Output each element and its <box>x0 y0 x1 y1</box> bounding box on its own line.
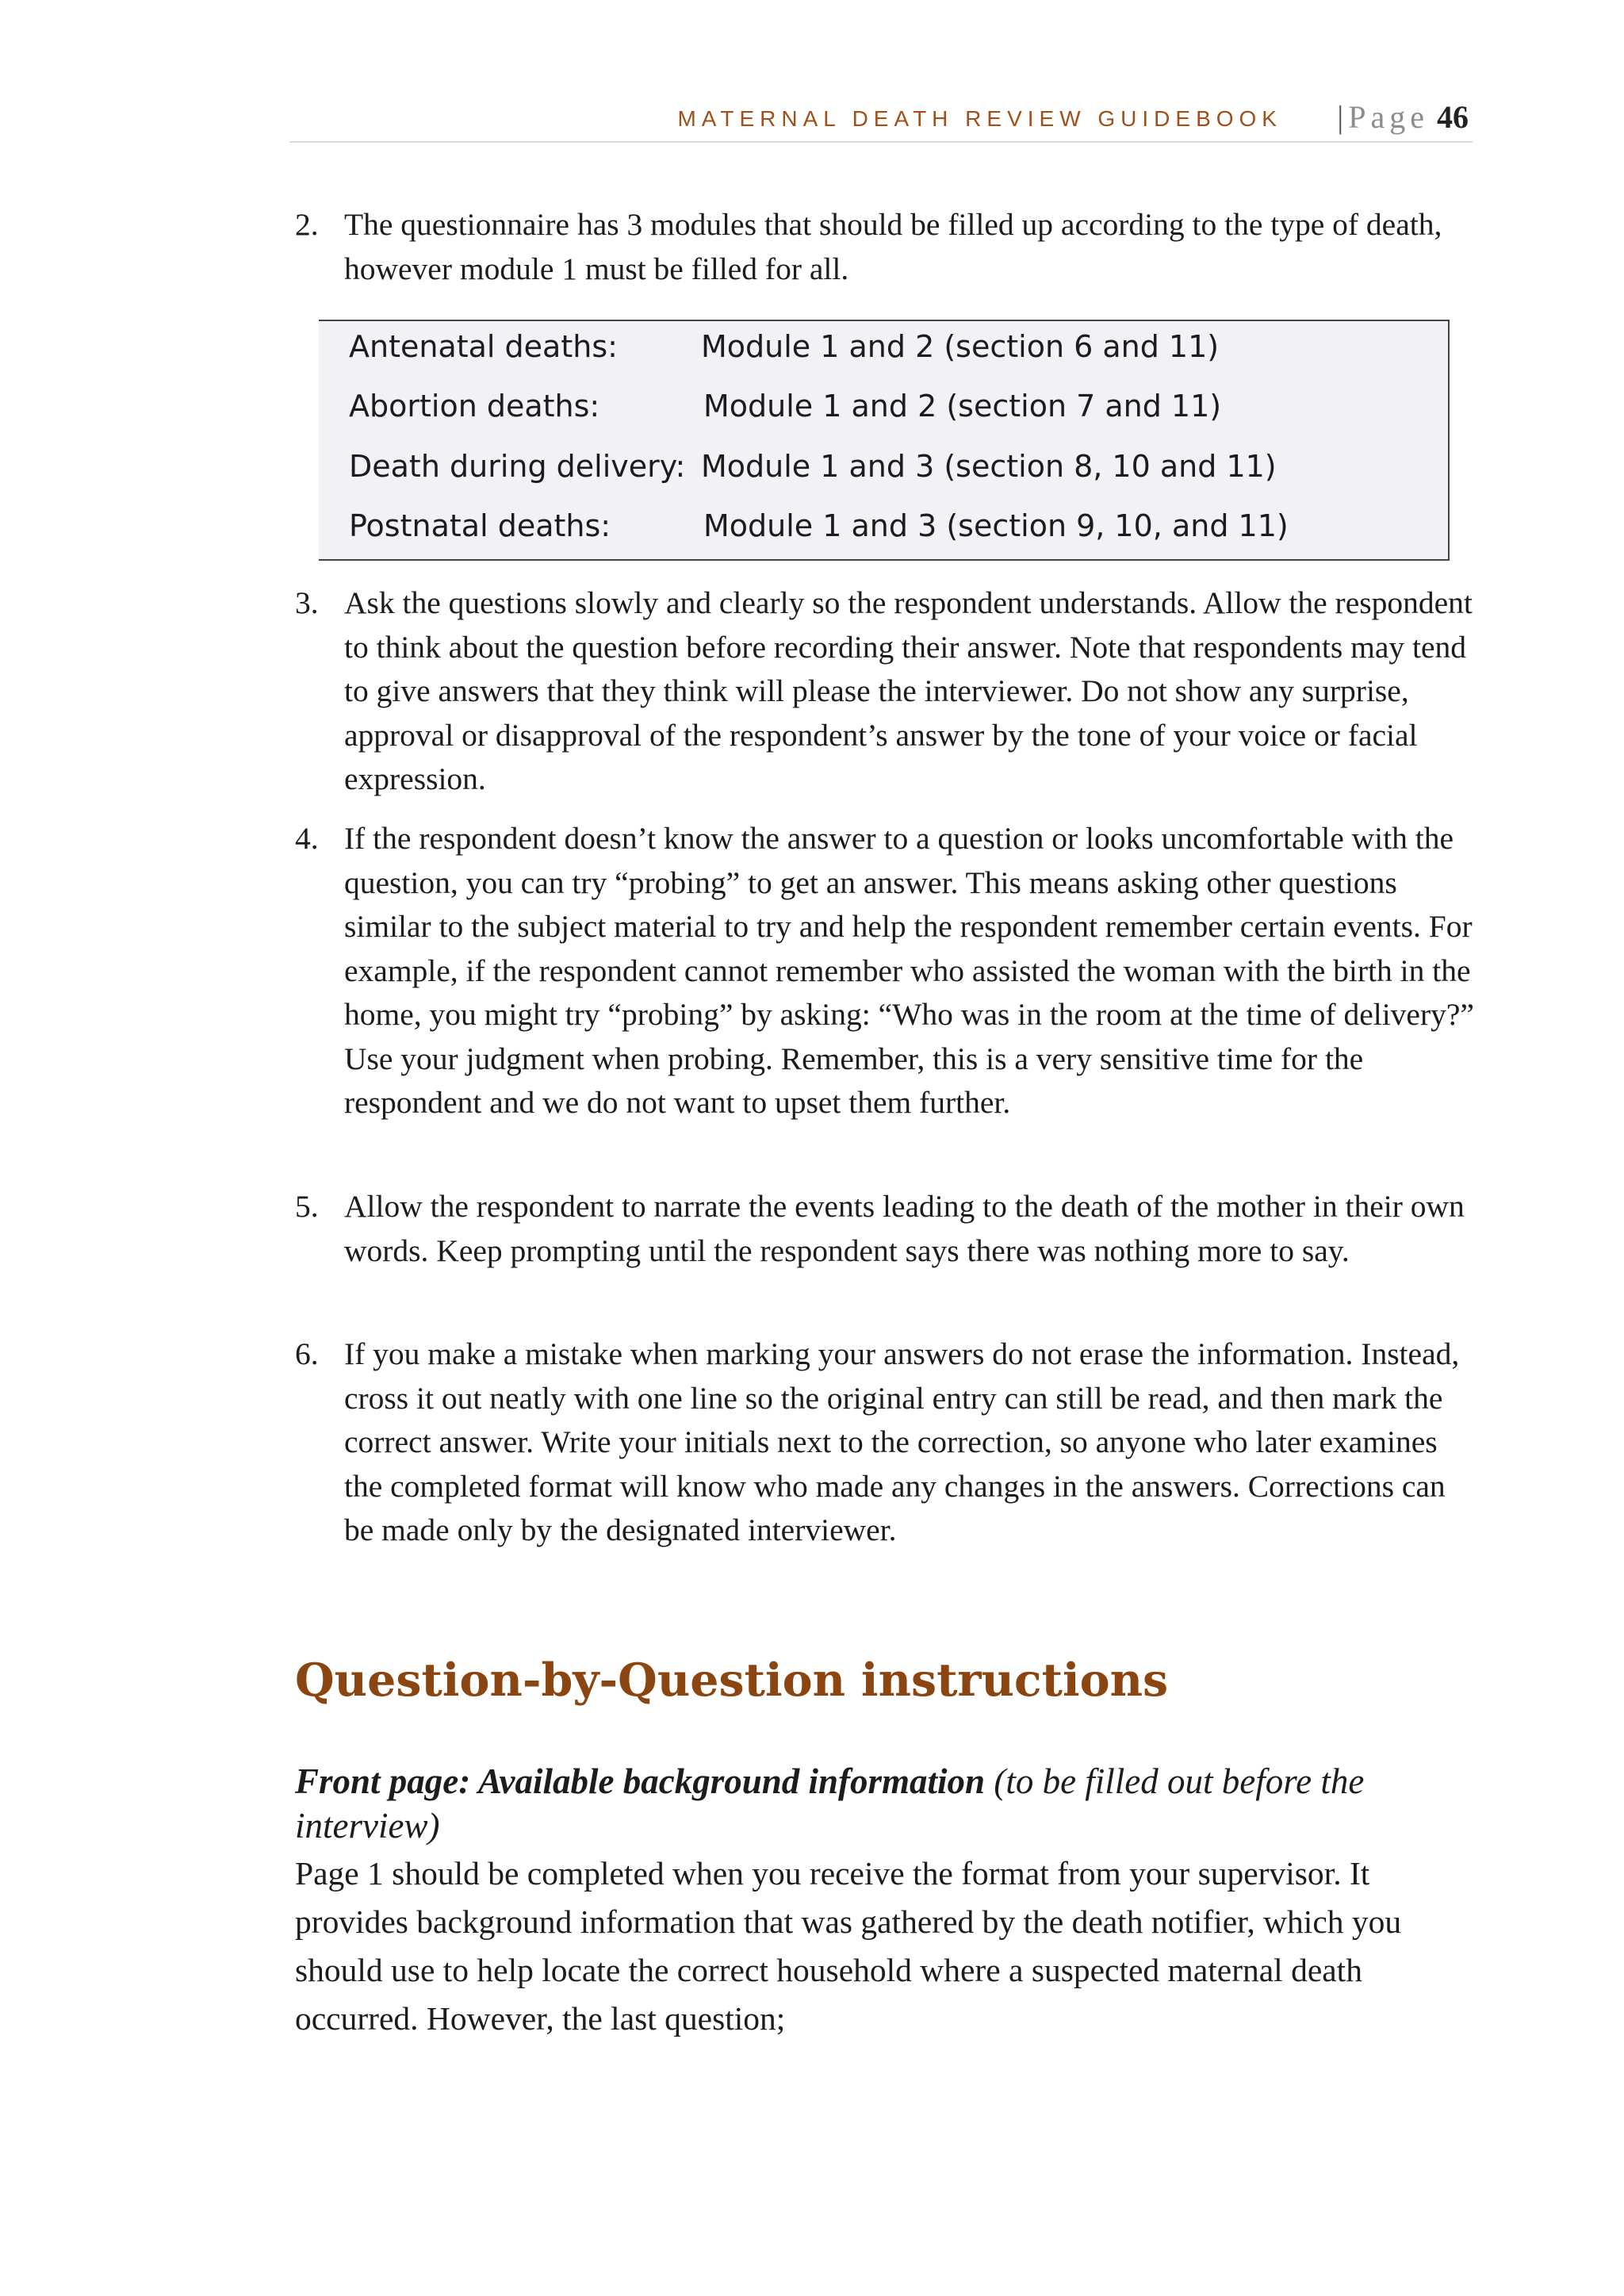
module-table <box>319 320 1450 561</box>
module-assignment: Module 1 and 3 (section 9, 10, and 11) <box>703 508 1289 543</box>
module-table-row <box>319 500 1448 556</box>
list-item-number: 4. <box>295 821 319 856</box>
death-type-label: Postnatal deaths: <box>349 508 611 543</box>
module-table-row <box>319 321 1448 377</box>
page-indicator <box>1337 98 1469 136</box>
module-assignment: Module 1 and 3 (section 8, 10 and 11) <box>701 449 1277 484</box>
list-item-text: Ask the questions slowly and clearly so the respondent understands. Allow the respondent to think about the question before recording their answer. Note that respondents may tend to give answers that they think will please the interviewer. Do not show any surprise, approval or disapproval of the respondent’s answer by the tone of your voice or facial expression. <box>344 585 1473 796</box>
module-assignment: Module 1 and 2 (section 6 and 11) <box>701 329 1220 364</box>
module-table-row <box>319 381 1448 436</box>
header-title: MATERNAL DEATH REVIEW GUIDEBOOK <box>677 106 1282 131</box>
list-item-text: If you make a mistake when marking your answers do not erase the information. Instead, cross it out neatly with one line so the original entry can still be read, and then mark the correct answer. Write your initials next to the correction, so anyone who later examines the completed format will know who made any changes in the answers. Corrections can be made only by the designated interviewer. <box>344 1336 1460 1547</box>
body-paragraph: Page 1 should be completed when you receive the format from your supervisor. It provides background information that was gathered by the death notifier, which you should use to help locate the correct household where a suspected maternal death occurred. However, the last question; <box>295 1855 1402 2037</box>
subsection-note: (to be filled out before the interview) <box>295 1761 1365 1846</box>
subsection-heading <box>295 1759 1477 1848</box>
page-number: 46 <box>1437 99 1469 135</box>
list-item <box>295 1332 1477 1553</box>
list-item-text: Allow the respondent to narrate the events leading to the death of the mother in their own words. Keep prompting until the respondent says there was nothing more to say. <box>344 1189 1465 1268</box>
page-separator: | <box>1337 99 1344 135</box>
module-table-row <box>319 441 1448 496</box>
list-item-number: 6. <box>295 1336 319 1371</box>
list-item-number: 3. <box>295 585 319 620</box>
section-heading: Question-by-Question instructions <box>295 1654 1169 1707</box>
page-header <box>289 95 1473 143</box>
death-type-label: Antenatal deaths: <box>349 329 618 364</box>
list-item <box>295 1185 1477 1273</box>
list-item <box>295 203 1477 291</box>
module-assignment: Module 1 and 2 (section 7 and 11) <box>703 389 1222 424</box>
page-label: Page <box>1348 99 1429 135</box>
list-item <box>295 817 1477 1125</box>
list-item-number: 5. <box>295 1189 319 1224</box>
list-item-number: 2. <box>295 207 319 242</box>
list-item <box>295 581 1477 802</box>
death-type-label: Death during delivery: <box>349 449 686 484</box>
death-type-label: Abortion deaths: <box>349 389 600 424</box>
list-item-text: The questionnaire has 3 modules that should be filled up according to the type of death, however module 1 must be filled for all. <box>344 207 1442 286</box>
list-item-text: If the respondent doesn’t know the answer to a question or looks uncomfortable with the question, you can try “probing” to get an answer. This means asking other questions similar to the subject material to try and help the respondent remember certain events. For example, if the respondent cannot remember who assisted the woman with the birth in the home, you might try “probing” by asking: “Who was in the room at the time of delivery?” Use your judgment when probing. Remember, this is a very sensitive time for the respondent and we do not want to upset them further. <box>344 821 1474 1120</box>
subsection-title: Front page: Available background information <box>295 1761 986 1801</box>
